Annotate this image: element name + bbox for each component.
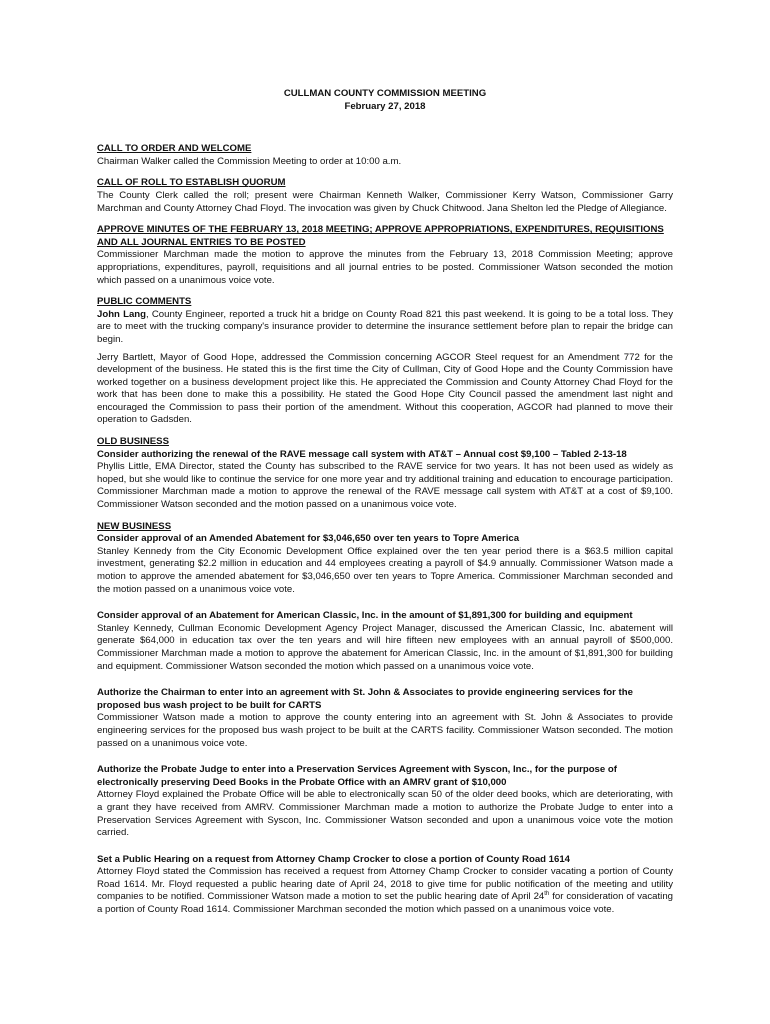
agenda-item-text bbox=[97, 866, 673, 916]
agenda-item bbox=[97, 610, 673, 673]
section-text: The County Clerk called the roll; present were Chairman Kenneth Walker, Commissioner Kerry Watson, Commissioner Garry Marchman and County Attorney Chad Floyd. The invocation was given by Chuck Chitwood. Jana Shelton led the Pledge of Allegiance. bbox=[97, 189, 673, 214]
agenda-item-text: Attorney Floyd explained the Probate Office will be able to electronically scan 50 of the older deed books, which are deteriorating, with a grant they have received from AMRV. Commissioner Marchman made a motion to authorize the Probate Judge to enter into a Preservation Services Agreement with Syscon, Inc. Commissioner Watson seconded and upon a unanimous voice vote the motion carried. bbox=[97, 789, 673, 839]
agenda-item-title: Consider approval of an Amended Abatement for $3,046,650 over ten years to Topre America bbox=[97, 533, 520, 545]
agenda-item-title: Authorize the Probate Judge to enter into a Preservation Services Agreement with Syscon, Inc., for the purpose of electronically preserving Deed Books in the Probate Office with an AMRV grant of $10,000 bbox=[97, 764, 617, 788]
section-text: Chairman Walker called the Commission Meeting to order at 10:00 a.m. bbox=[97, 155, 402, 167]
speaker-name: John Lang bbox=[97, 308, 147, 320]
document-header bbox=[97, 88, 673, 113]
section-new-business bbox=[97, 521, 673, 917]
agenda-item-text: Phyllis Little, EMA Director, stated the County has subscribed to the RAVE service for two years. It has not been used as widely as hoped, but she would like to continue the service for one more year and try additional training and education to encourage participation. Commissioner Marchman made a motion to approve the renewal of the RAVE message call system with AT&T at a cost of $9,100. Commissioner Watson seconded and the motion passed on a unanimous voice vote. bbox=[97, 461, 673, 511]
ordinal-suffix: th bbox=[544, 891, 550, 898]
agenda-item-title: Set a Public Hearing on a request from Attorney Champ Crocker to close a portion of County Road 1614 bbox=[97, 853, 571, 865]
agenda-item-title: Authorize the Chairman to enter into an agreement with St. John & Associates to provide engineering services for the proposed bus wash project to be built for CARTS bbox=[97, 687, 633, 711]
comment-paragraph: Jerry Bartlett, Mayor of Good Hope, addressed the Commission concerning AGCOR Steel request for an Amendment 772 for the development of the business. He stated this is the first time the City of Cullman, City of Good Hope and the County Commission have worked together on a business development project like this. He appreciated the Commission and County Attorney Chad Floyd for the work that has been done to make this a possibility. He stated the Good Hope City Council passed the amendment last night and encouraged the Commission to pass their portion of the amendment. Without this cooperation, AGCOR had planned to move their operation to Gadsden. bbox=[97, 351, 673, 426]
agenda-item-text: Commissioner Watson made a motion to approve the county entering into an agreement with St. John & Associates to provide engineering services for the proposed bus wash project to be built at the CARTS facility. Commissioner Watson seconded. The motion passed on a unanimous voice vote. bbox=[97, 712, 673, 749]
agenda-item-text-part: for consideration of vacating a portion of County Road 1614. Commissioner Marchman seconded the motion which passed on a unanimous voice vote. bbox=[97, 891, 673, 916]
section-heading: CALL TO ORDER AND WELCOME bbox=[97, 143, 252, 155]
agenda-item bbox=[97, 687, 673, 750]
section-approve-minutes bbox=[97, 224, 673, 287]
comment-text: , County Engineer, reported a truck hit a bridge on County Road 821 this past weekend. It is going to be a total loss. They are to meet with the trucking company's insurance provider to determine the insurance settlement before plan to repair the bridge can begin. bbox=[97, 308, 674, 345]
meeting-date: February 27, 2018 bbox=[344, 100, 426, 112]
agenda-item bbox=[97, 764, 673, 840]
agenda-item bbox=[97, 854, 673, 917]
agenda-item-text: Stanley Kennedy, Cullman Economic Development Agency Project Manager, discussed the American Classic, Inc. abatement will generate $64,000 in education tax over the ten years and will hire fifteen new employees with an annual payroll of $500,000. Commissioner Marchman made a motion to approve the abatement for American Classic, Inc. in the amount of $1,891,300 for building and equipment. Commissioner Watson seconded the motion which passed on a unanimous voice vote. bbox=[97, 622, 673, 672]
agenda-item bbox=[97, 533, 673, 596]
agenda-item-title: Consider approval of an Abatement for American Classic, Inc. in the amount of $1,891,300 for building and equipment bbox=[97, 610, 633, 622]
section-roll-call bbox=[97, 177, 673, 215]
meeting-title: CULLMAN COUNTY COMMISSION MEETING bbox=[283, 88, 487, 99]
section-heading: APPROVE MINUTES OF THE FEBRUARY 13, 2018 MEETING; APPROVE APPROPRIATIONS, EXPENDITURES, REQUISITIONS AND ALL JOURNAL ENTRIES TO BE POSTED bbox=[97, 224, 664, 248]
section-heading: CALL OF ROLL TO ESTABLISH QUORUM bbox=[97, 177, 286, 189]
section-text: Commissioner Marchman made the motion to approve the minutes from the February 13, 2018 Commission Meeting; approve appropriations, expenditures, payroll, requisitions and all journal entries to be posted. Commissioner Watson seconded the motion which passed on a unanimous voice vote. bbox=[97, 249, 673, 286]
section-heading: PUBLIC COMMENTS bbox=[97, 296, 192, 308]
agenda-item-title: Consider authorizing the renewal of the RAVE message call system with AT&T – Annual cost $9,100 – Tabled 2-13-18 bbox=[97, 448, 627, 460]
section-old-business bbox=[97, 436, 673, 512]
agenda-item-text: Stanley Kennedy from the City Economic Development Office explained over the ten year period there is a $63.5 million capital investment, generating $2.2 million in education and 44 employees creating a payroll of $4.9 annually. Commissioner Watson made a motion to approve the amended abatement for $3,046,650 over ten years to Topre America. Commissioner Marchman seconded and the motion passed on a unanimous voice vote. bbox=[97, 545, 673, 595]
section-public-comments bbox=[97, 296, 673, 427]
comment-paragraph bbox=[97, 309, 673, 347]
agenda-item-text-part: Attorney Floyd stated the Commission has received a request from Attorney Champ Crocker to consider vacating a portion of County Road 1614. Mr. Floyd requested a public hearing date of April 24, 2018 to give time for public notification of the meeting and utility companies to be notified. Commissioner Watson made a motion to set the public hearing date of April 24 bbox=[97, 866, 673, 903]
section-call-to-order bbox=[97, 143, 673, 168]
section-heading: NEW BUSINESS bbox=[97, 520, 172, 532]
section-heading: OLD BUSINESS bbox=[97, 436, 169, 448]
